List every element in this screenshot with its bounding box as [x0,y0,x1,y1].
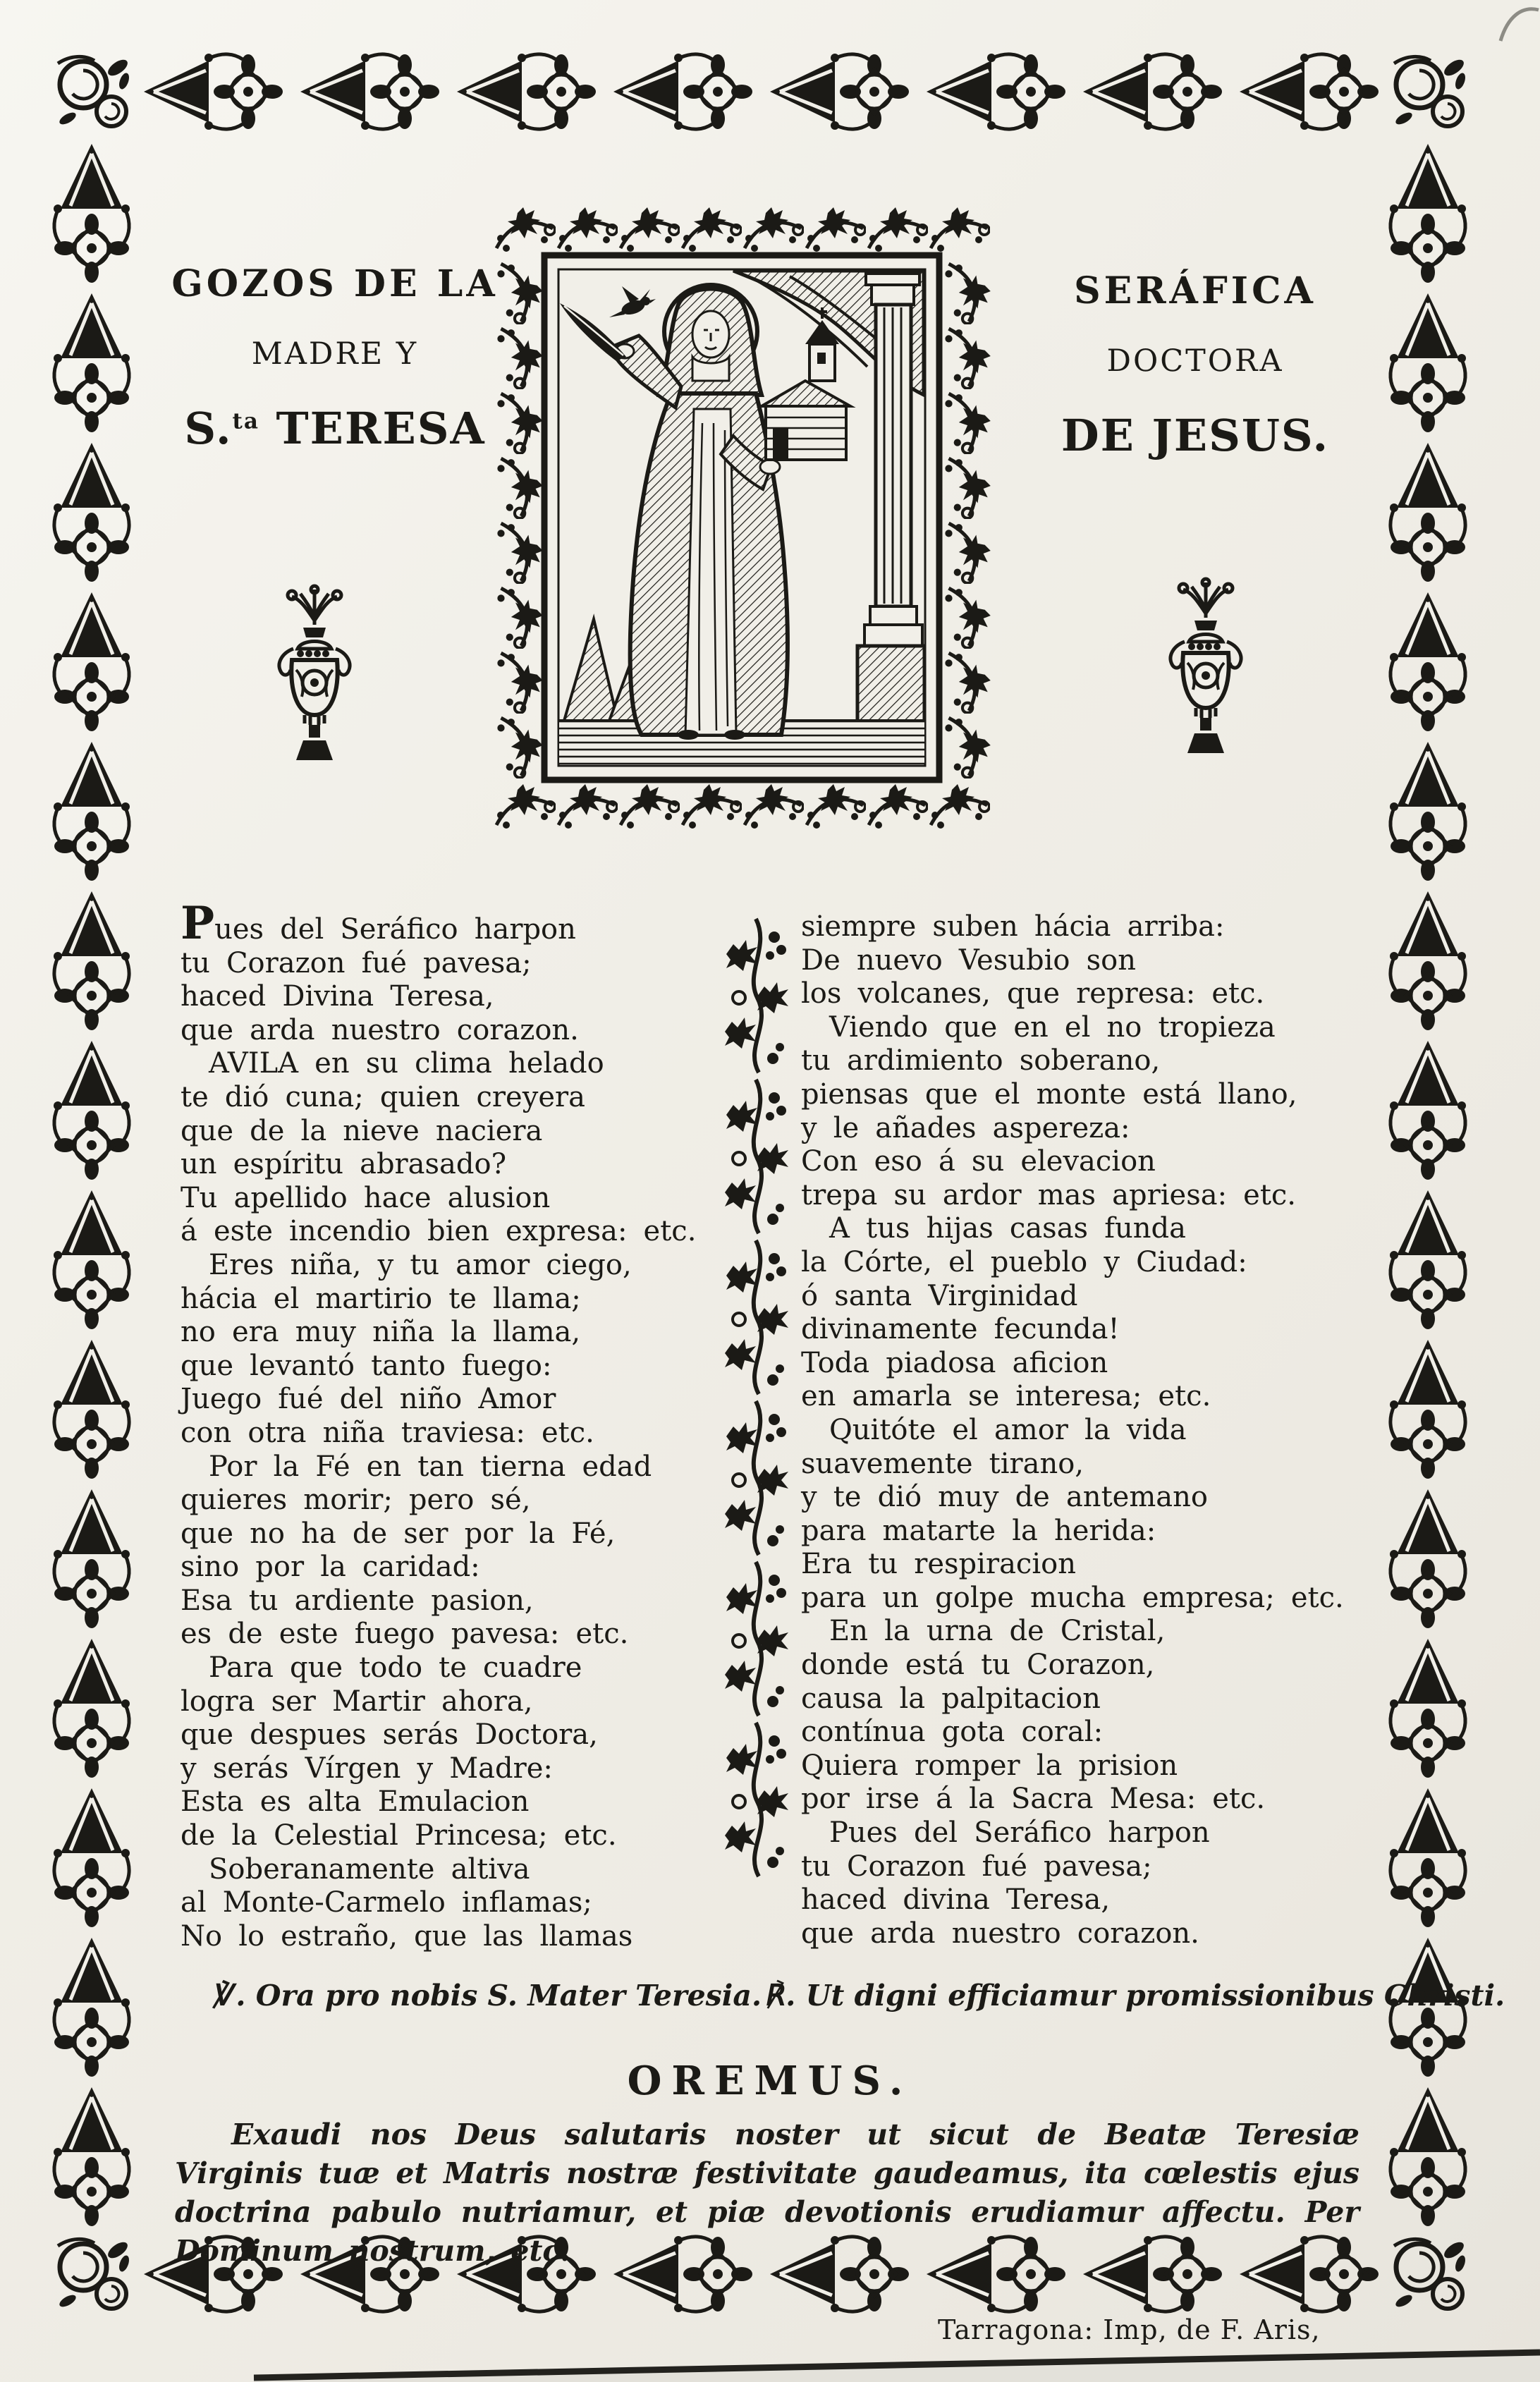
verse-line: Esta es alta Emulacion [181,1785,530,1819]
verse-line: siempre suben hácia arriba: [801,910,1225,943]
verse-line: tu Corazon fué pavesa; [801,1850,1152,1883]
verse-line: Quiera romper la prision [801,1749,1178,1782]
verse-line: tu Corazon fué pavesa; [181,946,532,979]
verse-line: un espíritu abrasado? [181,1148,507,1181]
verse-line: á este incendio bien expresa: etc. [181,1215,697,1248]
versicle-text: ℣. Ora pro nobis S. Mater Teresia. [212,1979,762,2013]
verse-line: Para que todo te cuadre [181,1651,582,1685]
verse-line: con otra niña traviesa: etc. [181,1416,594,1449]
st-teresa-engraving [496,207,991,829]
verse-line: AVILA en su clima helado [181,1047,604,1080]
verse-line: Toda piadosa aficion [801,1346,1108,1379]
verse-line: Eres niña, y tu amor ciego, [181,1248,632,1281]
verse-line: hácia el martirio te llama; [181,1282,581,1315]
verse-line: A tus hijas casas funda [801,1212,1186,1245]
verse-line: tu ardimiento soberano, [801,1044,1161,1077]
verse-line: Quitóte el amor la vida [801,1413,1187,1446]
verse-line: Era tu respiracion [801,1548,1076,1581]
verse-line: no era muy niña la llama, [181,1316,581,1349]
verse-line: y te dió muy de antemano [801,1481,1208,1514]
verse-line: Esa tu ardiente pasion, [181,1584,534,1617]
verse-line: que levantó tanto fuego: [181,1349,552,1382]
title-doctora: DOCTORA [1106,343,1284,379]
response-text: ℟. Ut digni efficiamur promissionibus Christi. [765,1979,1505,2013]
border-left [54,144,130,2226]
verse-line: logra ser Martir ahora, [181,1685,533,1718]
verse-line: la Córte, el pueblo y Ciudad: [801,1245,1247,1278]
verse-line: que arda nuestro corazon. [801,1917,1199,1950]
verse-line: quieres morir; pero sé, [181,1484,531,1517]
verse-line: En la urna de Cristal, [801,1615,1166,1648]
imprint-line: Tarragona: Imp, de F. Aris, [938,2314,1321,2345]
verse-line: que de la nieve naciera [181,1114,543,1147]
verse-line: Tu apellido hace alusion [181,1181,551,1214]
verse-line: De nuevo Vesubio son [801,943,1136,977]
verse-line: Pues del Seráfico harpon [181,897,576,950]
verse-line: Por la Fé en tan tierna edad [181,1450,652,1483]
verse-line: al Monte-Carmelo inflamas; [181,1886,592,1919]
urn-ornament-left [279,586,350,760]
verse-line: que despues serás Doctora, [181,1718,598,1752]
border-top [144,54,1379,130]
prayer-text: Exaudi nos Deus salutaris noster ut sicut de Beatæ Teresiæ Virginis tuæ et Matris nostræ festivitate gaudeamus, ita cœlestis ejus doctrina pabulo nutriamur, et piæ devotionis erudiamur affectu. Per Dominum nostrum, etc. [175,2118,1359,2268]
verse-line: los volcanes, que represa: etc. [801,977,1265,1010]
verse-line: para matarte la herida: [801,1514,1156,1547]
title-serafica: SERÁFICA [1074,269,1316,312]
verse-line: haced Divina Teresa, [181,980,494,1013]
verse-line: suavemente tirano, [801,1447,1084,1480]
verse-column-left [181,897,720,1953]
verse-line: sino por la caridad: [181,1551,480,1584]
verse-line: que arda nuestro corazon. [181,1013,579,1046]
title-right-block [1022,269,1368,461]
verse-line: trepa su ardor mas apriesa: etc. [801,1178,1297,1211]
verse-line: Viendo que en el no tropieza [801,1010,1276,1044]
verse-line: es de este fuego pavesa: etc. [181,1618,629,1651]
verse-column-right [801,910,1365,1950]
verse-line: Soberanamente altiva [181,1852,530,1886]
verse-line: divinamente fecunda! [801,1313,1120,1346]
verse-line: contínua gota coral: [801,1716,1104,1749]
verse-line: Pues del Seráfico harpon [801,1816,1210,1850]
verse-line: ó santa Virginidad [801,1279,1078,1312]
border-right [1390,144,1466,2226]
column-divider-vine [725,919,788,1876]
verse-line: Juego fué del niño Amor [181,1383,556,1416]
verse-line: No lo estraño, que las llamas [181,1919,633,1953]
verse-line: y le añades aspereza: [801,1111,1130,1144]
verse-line: causa la palpitacion [801,1682,1101,1715]
title-gozos: GOZOS DE LA [171,262,499,305]
verse-line: de la Celestial Princesa; etc. [181,1819,617,1852]
verse-line: que no ha de ser por la Fé, [181,1517,616,1550]
verse-line: por irse á la Sacra Mesa: etc. [801,1783,1266,1816]
title-santa-teresa: S.$^{ta}$ TERESA [184,403,486,454]
verse-line: piensas que el monte está llano, [801,1077,1297,1111]
title-de-jesus: DE JESUS. [1061,410,1330,461]
verse-line: haced divina Teresa, [801,1883,1111,1917]
verse-line: te dió cuna; quien creyera [181,1080,585,1113]
verse-line: y serás Vírgen y Madre: [181,1752,553,1785]
verse-line: para un golpe mucha empresa; etc. [801,1581,1344,1614]
urn-ornament-right [1171,579,1241,753]
title-left-block [169,262,501,454]
oremus-heading: OREMUS. [627,2058,913,2104]
verse-line: Con eso á su elevacion [801,1145,1156,1178]
title-madre: MADRE Y [251,336,419,372]
verse-line: en amarla se interesa; etc. [801,1380,1211,1413]
verse-line: donde está tu Corazon, [801,1649,1155,1682]
